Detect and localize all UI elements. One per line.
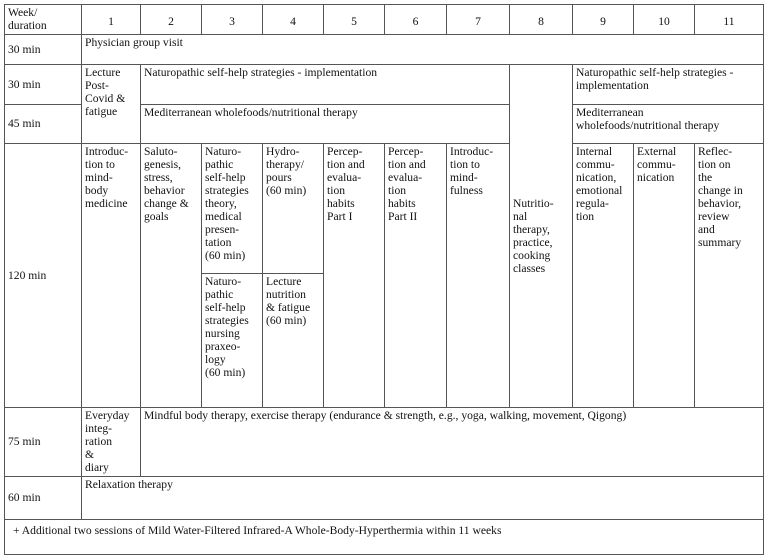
cell-w4-lecture-nutrition: Lecture nutrition & fatigue (60 min) xyxy=(263,274,324,408)
cell-everyday-integration: Everyday integ- ration & diary xyxy=(82,408,141,477)
header-week-8: 8 xyxy=(510,5,573,35)
cell-w3-nursing-praxeology: Naturo- pathic self-help strategies nursing praxeo- logy (60 min) xyxy=(202,274,263,408)
cell-nutritional-therapy-week8: Nutritio- nal therapy, practice, cooking classes xyxy=(510,65,573,408)
cell-self-help-implementation-1: Naturopathic self-help strategies - implementation xyxy=(141,65,510,105)
header-week-5: 5 xyxy=(324,5,385,35)
cell-relaxation-therapy: Relaxation therapy xyxy=(82,477,764,520)
cell-w4-hydrotherapy: Hydro- therapy/ pours (60 min) xyxy=(263,144,324,274)
header-week-3: 3 xyxy=(202,5,263,35)
row-30min-b xyxy=(5,65,764,105)
cell-lecture-post-covid: Lecture Post- Covid & fatigue xyxy=(82,65,141,144)
cell-physician-group-visit: Physician group visit xyxy=(82,35,764,65)
row-75min xyxy=(5,408,764,477)
cell-mediterranean-1: Mediterranean wholefoods/nutritional therapy xyxy=(141,105,510,144)
cell-mediterranean-2: Mediterranean wholefoods/nutritional therapy xyxy=(573,105,764,144)
header-row xyxy=(5,5,764,35)
cell-mindful-body-therapy: Mindful body therapy, exercise therapy (endurance & strength, e.g., yoga, walking, movement, Qigong) xyxy=(141,408,764,477)
header-week-duration: Week/ duration xyxy=(5,5,82,35)
weekly-schedule-table xyxy=(4,4,764,555)
header-week-1: 1 xyxy=(82,5,141,35)
footnote-hyperthermia: + Additional two sessions of Mild Water-Filtered Infrared-A Whole-Body-Hyperthermia within 11 weeks xyxy=(5,520,764,555)
header-week-7: 7 xyxy=(447,5,510,35)
duration-30min-a: 30 min xyxy=(5,35,82,65)
header-week-2: 2 xyxy=(141,5,202,35)
header-week-4: 4 xyxy=(263,5,324,35)
cell-w2-salutogenesis: Saluto- genesis, stress, behavior change & goals xyxy=(141,144,202,408)
header-week-9: 9 xyxy=(573,5,634,35)
row-120min-top xyxy=(5,144,764,274)
schedule-table-container xyxy=(4,4,764,555)
cell-w5-perception-1: Percep- tion and evalua- tion habits Part I xyxy=(324,144,385,408)
header-week-11: 11 xyxy=(695,5,764,35)
header-week-6: 6 xyxy=(385,5,447,35)
duration-120min: 120 min xyxy=(5,144,82,408)
cell-w10-external-communication: External commu- nication xyxy=(634,144,695,408)
row-footnote xyxy=(5,520,764,555)
cell-w9-internal-communication: Internal commu- nication, emotional regula- tion xyxy=(573,144,634,408)
cell-w6-perception-2: Percep- tion and evalua- tion habits Part II xyxy=(385,144,447,408)
cell-w3-self-help-theory: Naturo- pathic self-help strategies theory, medical presen- tation (60 min) xyxy=(202,144,263,274)
header-week-10: 10 xyxy=(634,5,695,35)
row-60min xyxy=(5,477,764,520)
duration-75min: 75 min xyxy=(5,408,82,477)
cell-self-help-implementation-2: Naturopathic self-help strategies - implementation xyxy=(573,65,764,105)
duration-60min: 60 min xyxy=(5,477,82,520)
cell-w1-mind-body: Introduc- tion to mind- body medicine xyxy=(82,144,141,408)
duration-45min: 45 min xyxy=(5,105,82,144)
duration-30min-b: 30 min xyxy=(5,65,82,105)
cell-w11-reflection: Reflec- tion on the change in behavior, review and summary xyxy=(695,144,764,408)
cell-w7-mindfulness: Introduc- tion to mind- fulness xyxy=(447,144,510,408)
row-30min-a xyxy=(5,35,764,65)
